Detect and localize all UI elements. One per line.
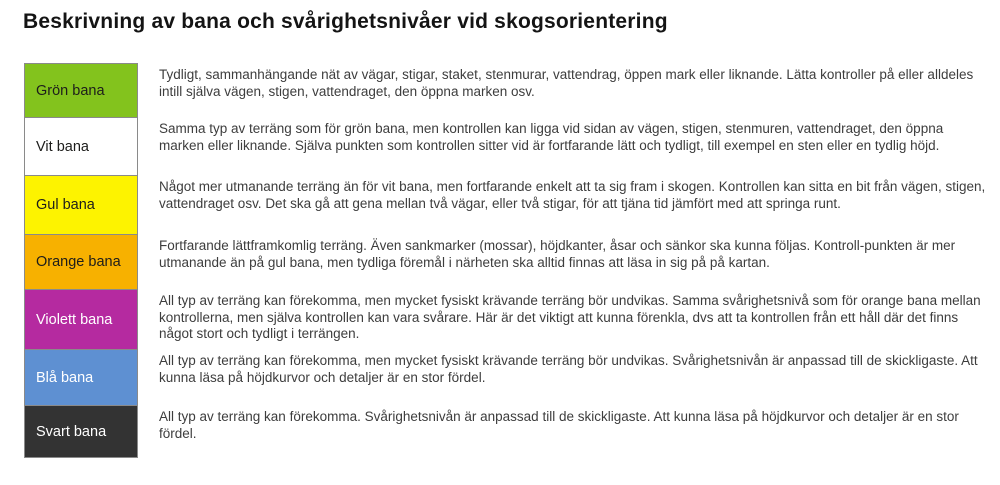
course-label: Grön bana <box>36 82 105 99</box>
course-label: Svart bana <box>36 423 107 440</box>
course-color-box <box>24 117 138 176</box>
page-title: Beskrivning av bana och svårighetsnivåer vid skogsorientering <box>23 10 668 33</box>
table-row-orange-bana <box>24 234 986 290</box>
course-color-box <box>24 405 138 458</box>
table-row-gul-bana <box>24 175 986 235</box>
course-label: Violett bana <box>36 311 113 328</box>
course-label: Orange bana <box>36 254 121 270</box>
course-color-box <box>24 175 138 235</box>
table-row-vit-bana <box>24 117 986 176</box>
course-color-box <box>24 349 138 406</box>
course-description: Något mer utmanande terräng än för vit bana, men fortfarande enkelt att ta sig fram i skogen. Kontrollen kan sitta en bit från vägen, stigen, vattendraget osv. Det ska gå att gena mellan två vägar, eller två stigar, för att tjäna tid jämfört med att springa runt. <box>159 179 986 211</box>
course-color-box <box>24 63 138 118</box>
course-description: Samma typ av terräng som för grön bana, men kontrollen kan ligga vid sidan av vägen, stigen, stenmuren, vattendraget, den öppna marken eller liknande. Själva punkten som kontrollen sitter vid är fortfarande lätt och tydligt, till exempel en sten eller en tydlig höjd. <box>159 121 944 153</box>
course-description: All typ av terräng kan förekomma, men mycket fysiskt krävande terräng bör undvikas. Samma svårighetsnivå som för orange bana mellan kontrollerna, men själva kontrollen kan vara svårare. Här är det viktigt att kunna förenkla, dvs att ta kontrollen från ett håll där det finns något stort och tydligt i terrängen. <box>159 293 981 341</box>
course-color-box <box>24 234 138 290</box>
course-difficulty-table <box>24 63 986 458</box>
table-row-bla-bana <box>24 349 986 406</box>
table-row-svart-bana <box>24 405 986 458</box>
table-row-gron-bana <box>24 63 986 118</box>
course-label: Vit bana <box>36 138 89 155</box>
table-row-violett-bana <box>24 289 986 350</box>
course-description: Tydligt, sammanhängande nät av vägar, stigar, staket, stenmurar, vattendrag, öppen mark eller liknande. Lätta kontroller på eller alldeles intill själva vägen, stigen, vattendraget, den öppna marken osv. <box>159 67 974 99</box>
course-description: Fortfarande lättframkomlig terräng. Även sankmarker (mossar), höjdkanter, åsar och sänkor ska kunna följas. Kontroll-punkten är mer utmanande än på gul bana, men tydliga föremål i närheten ska alltid finnas att läsa in sig på på kartan. <box>159 238 956 270</box>
course-label: Gul bana <box>36 197 95 213</box>
course-label: Blå bana <box>36 369 94 386</box>
course-color-box <box>24 289 138 350</box>
course-description: All typ av terräng kan förekomma, men mycket fysiskt krävande terräng bör undvikas. Svårighetsnivån är anpassad till de skickligaste. Att kunna läsa på höjdkurvor och detaljer är en stor fördel. <box>159 353 978 385</box>
course-description: All typ av terräng kan förekomma. Svårighetsnivån är anpassad till de skickligaste. Att kunna läsa på höjdkurvor och detaljer är en stor fördel. <box>159 409 959 441</box>
